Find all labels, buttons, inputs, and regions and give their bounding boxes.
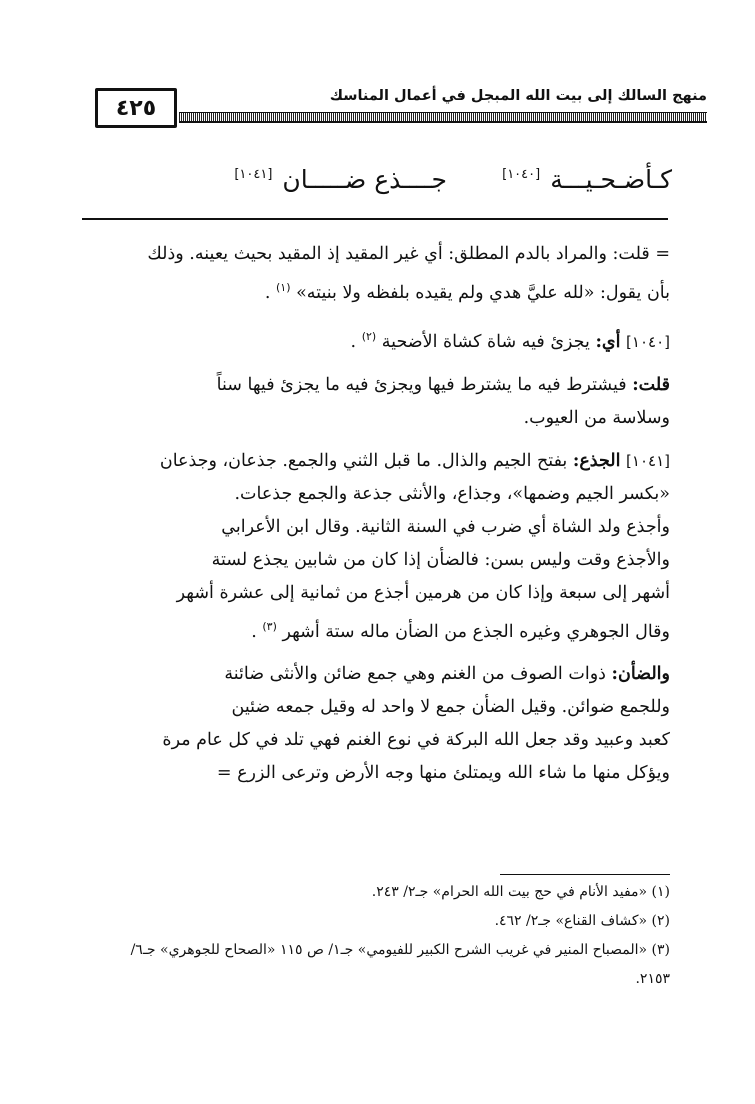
entry-number-1041: [١٠٤١]: [626, 451, 670, 470]
heading-word-2-text: جــــذع ضـــــان: [282, 165, 447, 194]
footnote-2: (٢) «كشاف القناع» جـ٢/ ٤٦٢.: [494, 913, 670, 929]
paragraph-3-label: قلت:: [632, 374, 670, 395]
paragraph-1-line-1: = قلت: والمراد بالدم المطلق: أي غير المقيد إذ المقيد بحيث يعينه. وذلك: [147, 244, 670, 264]
paragraph-1: [84, 238, 670, 310]
page-number: ٤٢٥: [115, 95, 157, 121]
paragraph-1-line-2: [84, 271, 670, 310]
entry-number-1040: [١٠٤٠]: [626, 332, 670, 351]
paragraph-4-line-4: والأجذع وقت وليس بسن: فالضأن إذا كان من شابين يجذع لستة: [211, 549, 670, 570]
paragraph-4-line-6-text: وقال الجوهري وغيره الجذع من الضأن ماله ستة أشهر: [282, 621, 670, 642]
paragraph-4-line-6: [84, 610, 670, 649]
paragraph-2-text: يجزئ فيه شاة كشاة الأضحية: [381, 331, 590, 352]
paragraph-5-line-2: وللجمع ضوائن. وقيل الضأن جمع لا واحد له وقيل جمعه ضئين: [231, 697, 670, 718]
page-header: [95, 78, 707, 126]
paragraph-5-line-4: ويؤكل منها ما شاء الله ويمتلئ منها وجه الأرض وترعى الزرع =: [216, 763, 670, 784]
heading-words: [90, 165, 672, 205]
paragraph-2-end: .: [350, 331, 357, 352]
page-number-box: [95, 88, 177, 128]
paragraph-4-line-1-text: بفتح الجيم والذال. ما قبل الثني والجمع. جذعان، وجذعان: [159, 450, 568, 471]
footnote-1: (١) «مفيد الأنام في حج بيت الله الحرام» جـ٢/ ٢٤٣.: [371, 884, 670, 900]
paragraph-4-line-3: وأجذع ولد الشاة أي ضرب في السنة الثانية. وقال ابن الأعرابي: [221, 516, 670, 537]
paragraph-4-end: .: [251, 621, 257, 642]
paragraph-5-line-1: [84, 658, 670, 691]
heading-word-1: [502, 165, 672, 194]
paragraph-3-line-2: وسلاسة من العيوب.: [523, 407, 670, 428]
heading-word-2: [234, 165, 447, 194]
footnotes: [80, 878, 670, 994]
paragraph-4-line-5: أشهر إلى سبعة وإذا كان من هرمين أجذع من ثمانية إلى عشرة أشهر: [176, 582, 670, 603]
running-title: منهج السالك إلى بيت الله المبجل في أعمال المناسك: [329, 88, 707, 104]
paragraph-1-line-2-text: بأن يقول: «لله عليَّ هدي ولم يقيده بلفظه ولا بنيته»: [296, 282, 670, 303]
heading-word-1-text: كـأضـحـيـــة: [550, 165, 672, 194]
paragraph-2-line-1: [84, 320, 670, 359]
paragraph-5-label: والضأن:: [611, 664, 670, 685]
heading-word-2-ref: [١٠٤١]: [234, 167, 273, 182]
footnote-ref-3[interactable]: (٣): [262, 619, 277, 633]
paragraph-2-label: أي:: [595, 331, 621, 352]
paragraph-1-end: .: [264, 282, 271, 303]
paragraph-4-line-2: «بكسر الجيم وضمها»، وجذاع، والأنثى جذعة والجمع جذعات.: [234, 483, 670, 504]
footnote-ref-1[interactable]: (١): [275, 281, 291, 294]
paragraph-4-label: الجذع:: [572, 450, 621, 471]
heading-word-1-ref: [١٠٤٠]: [502, 167, 541, 182]
heading-rule: [82, 218, 668, 220]
paragraph-4-line-1: [84, 445, 670, 478]
paragraph-3-line-1-text: فيشترط فيه ما يشترط فيها ويجزئ فيه ما يجزئ فيها سناً: [216, 374, 627, 395]
paragraph-3-line-1: [84, 369, 670, 402]
footnote-3-continued: ٢١٥٣.: [635, 971, 670, 987]
footnote-rule: [500, 874, 670, 875]
footnote-3: (٣) «المصباح المنير في غريب الشرح الكبير للفيومي» جـ١/ ص ١١٥ «الصحاح للجوهري» جـ٦/: [130, 942, 670, 958]
paragraph-5-line-3: كعبد وعبيد وقد جعل الله البركة في نوع الغنم فهي تلد في كل عام مرة: [162, 730, 670, 751]
paragraph-2: [84, 320, 670, 359]
paragraph-4: [84, 445, 670, 649]
footnote-ref-2[interactable]: (٢): [361, 329, 377, 343]
paragraph-5-line-1-text: ذوات الصوف من الغنم وهي جمع ضائن والأنثى ضائنة: [224, 664, 606, 685]
paragraph-5: [84, 658, 670, 790]
header-rule: [179, 112, 707, 123]
paragraph-3: [84, 369, 670, 435]
body-text: [84, 238, 670, 800]
